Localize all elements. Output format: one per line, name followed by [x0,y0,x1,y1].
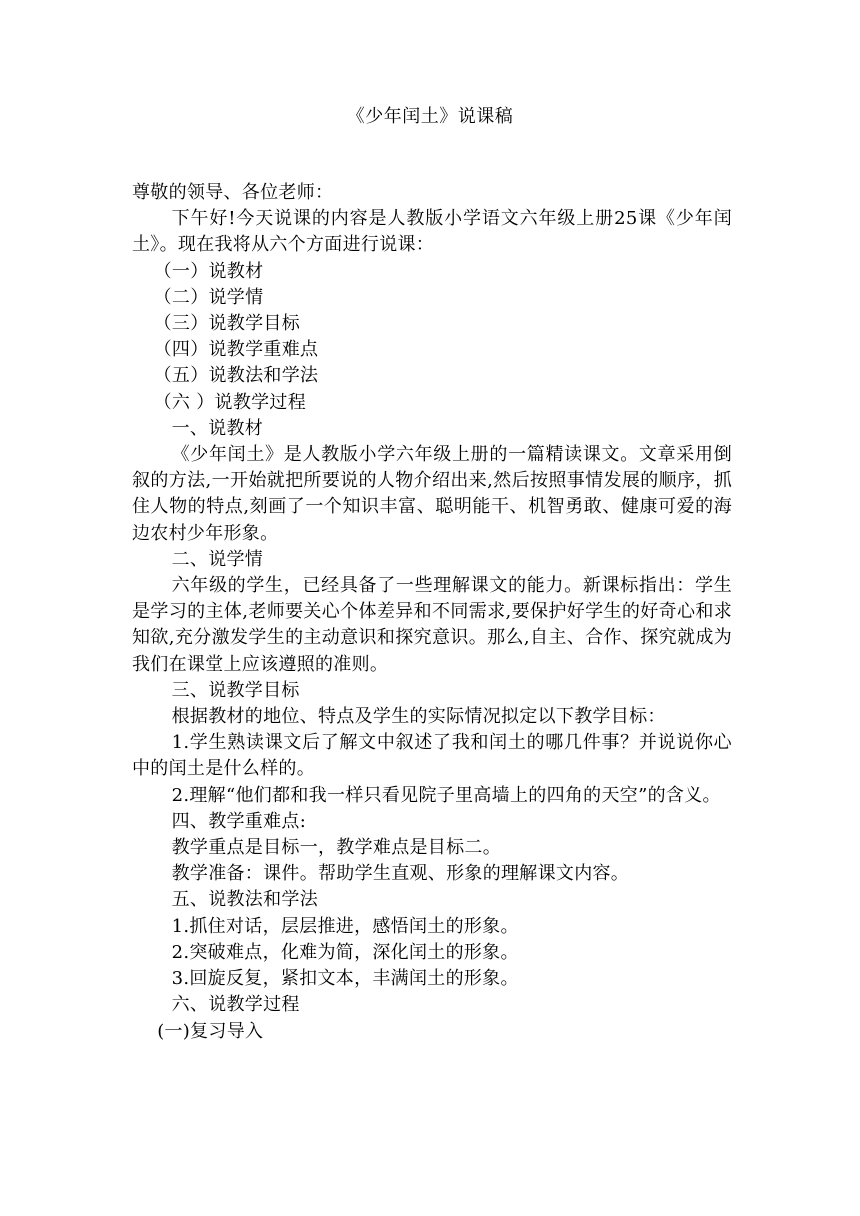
paragraph: 二、说学情 [171,548,264,570]
paragraph: 六、说教学过程 [171,994,300,1016]
paragraph: 2.突破难点，化难为简，深化闰土的形象。 [171,941,519,963]
paragraph: （二）说学情 [153,286,264,308]
paragraph: （三）说教学目标 [153,313,300,335]
paragraph: 根据教材的地位、特点及学生的实际情况拟定以下教学目标： [171,706,666,728]
paragraph: 1.学生熟读课文后了解文中叙述了我和闰土的哪几件事？并说说你心中的闰土是什么样的。 [132,732,732,780]
paragraph: 五、说教法和学法 [171,889,318,911]
paragraph: 六年级的学生，已经具备了一些理解课文的能力。新课标指出：学生是学习的主体,老师要关心个体差异和不同需求,要保护好学生的好奇心和求知欲,充分激发学生的主动意识和探究意识。那么,自主、合作、探究就成为我们在课堂上应该遵照的准则。 [132,575,732,675]
paragraph: 教学重点是目标一，教学难点是目标二。 [171,837,501,859]
paragraph: 3.回旋反复，紧扣文本，丰满闰土的形象。 [171,968,519,990]
paragraph: 三、说教学目标 [171,679,300,701]
document-body [132,180,732,1045]
paragraph: （五）说教法和学法 [153,365,319,387]
paragraph: 1.抓住对话，层层推进，感悟闰土的形象。 [171,915,519,937]
paragraph: 教学准备：课件。帮助学生直观、形象的理解课文内容。 [171,863,630,885]
paragraph: 四、教学重难点: [171,810,307,832]
paragraph: 2.理解“他们都和我一样只看见院子里高墙上的四角的天空”的含义。 [171,784,721,806]
paragraph: （四）说教学重难点 [153,339,319,361]
paragraph: （一）说教材 [153,260,264,282]
paragraph: （六 ）说教学过程 [153,391,307,413]
document-title: 《少年闰土》说课稿 [346,106,514,127]
paragraph: (一)复习导入 [157,1020,264,1042]
paragraph: 尊敬的领导、各位老师： [132,182,334,203]
paragraph: 《少年闰土》是人教版小学六年级上册的一篇精读课文。文章采用倒叙的方法,一开始就把所要说的人物介绍出来,然后按照事情发展的顺序，抓住人物的特点,刻画了一个知识丰富、聪明能干、机智勇敢、健康可爱的海边农村少年形象。 [132,444,732,544]
paragraph: 一、说教材 [171,417,264,439]
paragraph: 下午好!今天说课的内容是人教版小学语文六年级上册25课《少年闰土》。现在我将从六个方面进行说课： [132,208,732,256]
